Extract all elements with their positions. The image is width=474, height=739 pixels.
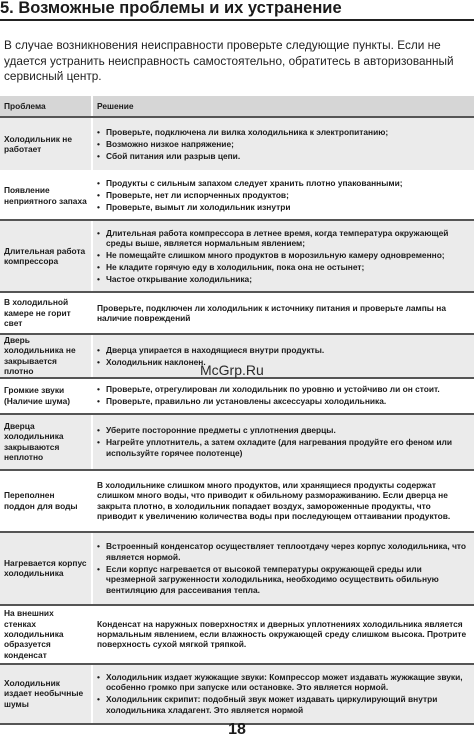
solution-item: • Если корпус нагревается от высокой температуры окружающей среды или чрезмерной загруженности холодильника, необходимо осуществить обильную вентиляцию для рассеивания тепла. [97, 564, 470, 595]
problem-cell: Холодильник издает необычные шумы [0, 664, 92, 724]
solution-item: • Частое открывание холодильника; [97, 274, 470, 284]
table-row [0, 117, 474, 171]
solution-cell: Конденсат на наружных поверхностях и дверных уплотнениях холодильника является нормальным явлением, если влажность окружающей среду слишком высока. Протрите поверхность сухой мягкой тряпкой. [92, 605, 474, 664]
watermark: McGrp.Ru [200, 362, 264, 378]
solution-cell: Проверьте, подключен ли холодильник к источнику питания и проверьте лампы на наличие повреждений [92, 292, 474, 334]
solution-item: • Встроенный конденсатор осуществляет теплоотдачу через корпус холодильника, что является нормой. [97, 541, 470, 562]
solution-item: • Уберите посторонние предметы с уплотнения дверцы. [97, 425, 470, 435]
table-row [0, 605, 474, 664]
solution-item: • Холодильник издает жужжащие звуки: Компрессор может издавать жужжащие звуки, особенно громко при запуске или остановке. Это является нормой. [97, 672, 470, 693]
solution-cell [92, 171, 474, 220]
solution-cell [92, 414, 474, 470]
solution-item: • Проверьте, вымыт ли холодильник изнутри [97, 202, 470, 212]
problem-cell: Громкие звуки (Наличие шума) [0, 378, 92, 414]
solution-item: • Проверьте, нет ли испорченных продуктов; [97, 190, 470, 200]
solution-cell [92, 532, 474, 605]
solution-item: • Холодильник скрипит: подобный звук может издавать циркулирующий внутри холодильника хладагент. Это является нормой [97, 694, 470, 715]
problem-cell: В холодильной камере не горит свет [0, 292, 92, 334]
solution-item: • Не помещайте слишком много продуктов в морозильную камеру одновременно; [97, 250, 470, 260]
problem-cell: Переполнен поддон для воды [0, 470, 92, 532]
problem-cell: Появление неприятного запаха [0, 171, 92, 220]
problem-cell: На внешних стенках холодильника образуется конденсат [0, 605, 92, 664]
solution-item: • Продукты с сильным запахом следует хранить плотно упакованными; [97, 178, 470, 188]
solution-cell: В холодильнике слишком много продуктов, или хранящиеся продукты содержат слишком много воды, что приводит к обильному размораживанию. Если дверца не закрыта плотно, в холодильник попадает воздух, замороженные продукты, что приводит к увеличению количества воды при последующем оттаивании продуктов. [92, 470, 474, 532]
intro-paragraph: В случае возникновения неисправности проверьте следующие пункты. Если не удается устранить неисправность самостоятельно, обратитесь в авторизованный сервисный центр. [4, 38, 454, 83]
solution-item: • Нагрейте уплотнитель, а затем охладите (для нагревания продуйте его феном или используйте горячее полотенце) [97, 437, 470, 458]
problem-cell: Нагревается корпус холодильника [0, 532, 92, 605]
problem-cell: Дверь холодильника не закрывается плотно [0, 334, 92, 378]
table-row [0, 414, 474, 470]
problem-cell: Длительная работа компрессора [0, 220, 92, 292]
table-row [0, 292, 474, 334]
header-problem: Проблема [0, 96, 92, 117]
solution-item: • Длительная работа компрессора в летнее время, когда температура окружающей среды выше, является нормальным явлением; [97, 228, 470, 249]
solution-cell [92, 117, 474, 171]
solution-item: • Проверьте, подключена ли вилка холодильника к электропитанию; [97, 127, 470, 137]
solution-item: • Проверьте, отрегулирован ли холодильник по уровню и устойчиво ли он стоит. [97, 384, 470, 394]
solution-cell [92, 334, 474, 378]
problem-cell: Холодильник не работает [0, 117, 92, 171]
solution-cell [92, 664, 474, 724]
solution-item: • Возможно низкое напряжение; [97, 139, 470, 149]
solution-item: • Сбой питания или разрыв цепи. [97, 151, 470, 161]
troubleshooting-table [0, 96, 474, 725]
solution-item: • Холодильник наклонен. [97, 357, 470, 367]
page-title: 5. Возможные проблемы и их устранение [0, 0, 474, 21]
solution-cell [92, 220, 474, 292]
table-row [0, 378, 474, 414]
table-header-row [0, 96, 474, 117]
header-solution: Решение [92, 96, 474, 117]
solution-item: • Дверца упирается в находящиеся внутри продукты. [97, 345, 470, 355]
solution-cell [92, 378, 474, 414]
problem-cell: Дверца холодильника закрываются неплотно [0, 414, 92, 470]
page-number: 18 [228, 721, 246, 738]
table-row [0, 664, 474, 724]
table-row [0, 171, 474, 220]
table-row [0, 220, 474, 292]
solution-item: • Проверьте, правильно ли установлены аксессуары холодильника. [97, 396, 470, 406]
solution-item: • Не кладите горячую еду в холодильник, пока она не остынет; [97, 262, 470, 272]
table-row [0, 532, 474, 605]
table-row [0, 470, 474, 532]
